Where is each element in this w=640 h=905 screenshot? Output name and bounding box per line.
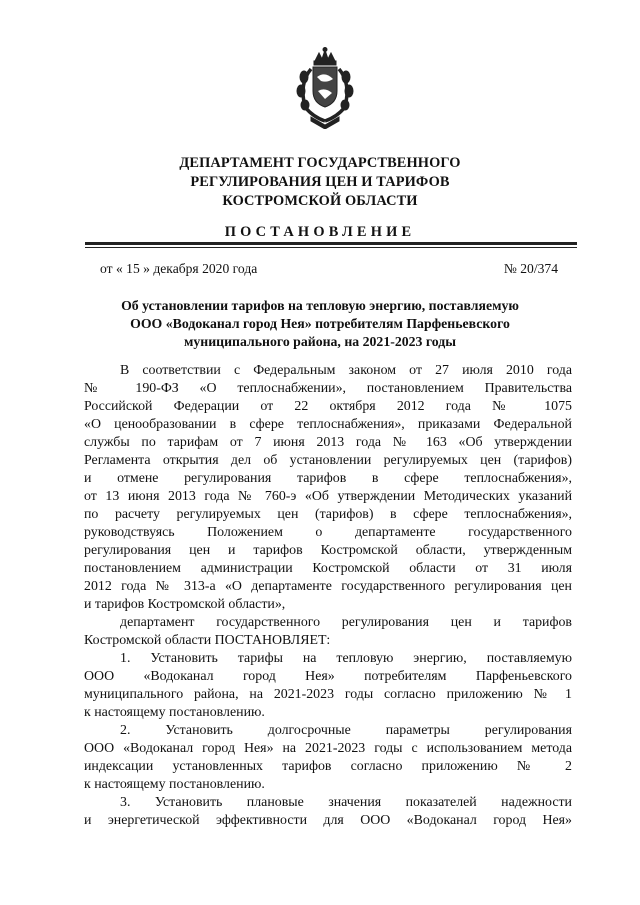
body-line: индексации установленных тарифов согласно приложению № 2 — [84, 759, 572, 774]
department-line: КОСТРОМСКОЙ ОБЛАСТИ — [222, 193, 418, 209]
department-line: ДЕПАРТАМЕНТ ГОСУДАРСТВЕННОГО — [179, 155, 461, 171]
body-line: муниципального района, на 2021-2023 годы согласно приложению № 1 — [84, 687, 572, 702]
body-line: 2012 года № 313-а «О департаменте государственного регулирования цен — [84, 579, 572, 594]
body-line: «О ценообразовании в сфере теплоснабжения», приказами Федеральной — [84, 417, 572, 432]
body-line: к настоящему постановлению. — [84, 777, 265, 792]
department-title — [0, 154, 640, 211]
body-line: В соответствии с Федеральным законом от 27 июля 2010 года — [120, 363, 572, 378]
body-line: ООО «Водоканал город Нея» на 2021-2023 годы с использованием метода — [84, 741, 572, 756]
body-line: департамент государственного регулирования цен и тарифов — [120, 615, 572, 630]
header-divider — [85, 242, 577, 245]
body-line: регулирования цен и тарифов Костромской области, утвержденным — [84, 543, 572, 558]
body-line: службы по тарифам от 7 июня 2013 года № 163 «Об утверждении — [84, 435, 572, 450]
body-line: к настоящему постановлению. — [84, 705, 265, 720]
body-line: и тарифов Костромской области», — [84, 597, 286, 612]
department-line: РЕГУЛИРОВАНИЯ ЦЕН И ТАРИФОВ — [190, 174, 450, 190]
body-line: по расчету регулируемых цен (тарифов) в сфере теплоснабжения», — [84, 507, 572, 522]
body-line: 1. Установить тарифы на тепловую энергию, поставляемую — [120, 651, 572, 666]
body-line: № 190-ФЗ «О теплоснабжении», постановлением Правительства — [84, 381, 572, 396]
coat-of-arms-icon — [295, 47, 355, 129]
document-body — [84, 362, 572, 830]
body-line: руководствуясь Положением о департаменте государственного — [84, 525, 572, 540]
body-line: Российской Федерации от 22 октября 2012 года № 1075 — [84, 399, 572, 414]
document-number: № 20/374 — [503, 261, 558, 276]
body-line: Регламента открытия дел об установлении регулируемых цен (тарифов) — [84, 453, 572, 468]
document-type: ПОСТАНОВЛЕНИЕ — [224, 224, 416, 240]
body-line: и энергетической эффективности для ООО «Водоканал город Нея» — [84, 813, 572, 828]
header-divider-thin — [85, 247, 577, 248]
body-line: от 13 июня 2013 года № 760-э «Об утверждении Методических указаний — [84, 489, 572, 504]
subject-line: Об установлении тарифов на тепловую энергию, поставляемую — [121, 298, 519, 313]
body-line: и отмене регулирования тарифов в сфере теплоснабжения», — [84, 471, 572, 486]
document-date: от « 15 » декабря 2020 года — [100, 261, 258, 276]
document-subject — [0, 297, 640, 351]
body-line: Костромской области ПОСТАНОВЛЯЕТ: — [84, 633, 331, 648]
subject-line: ООО «Водоканал город Нея» потребителям Парфеньевского — [130, 316, 510, 331]
body-line: 2. Установить долгосрочные параметры регулирования — [120, 723, 572, 738]
body-line: постановлением администрации Костромской области от 31 июля — [84, 561, 572, 576]
subject-line: муниципального района, на 2021-2023 годы — [183, 334, 457, 349]
body-line: ООО «Водоканал город Нея» потребителям Парфеньевского — [84, 669, 572, 684]
body-line: 3. Установить плановые значения показателей надежности — [120, 795, 572, 810]
